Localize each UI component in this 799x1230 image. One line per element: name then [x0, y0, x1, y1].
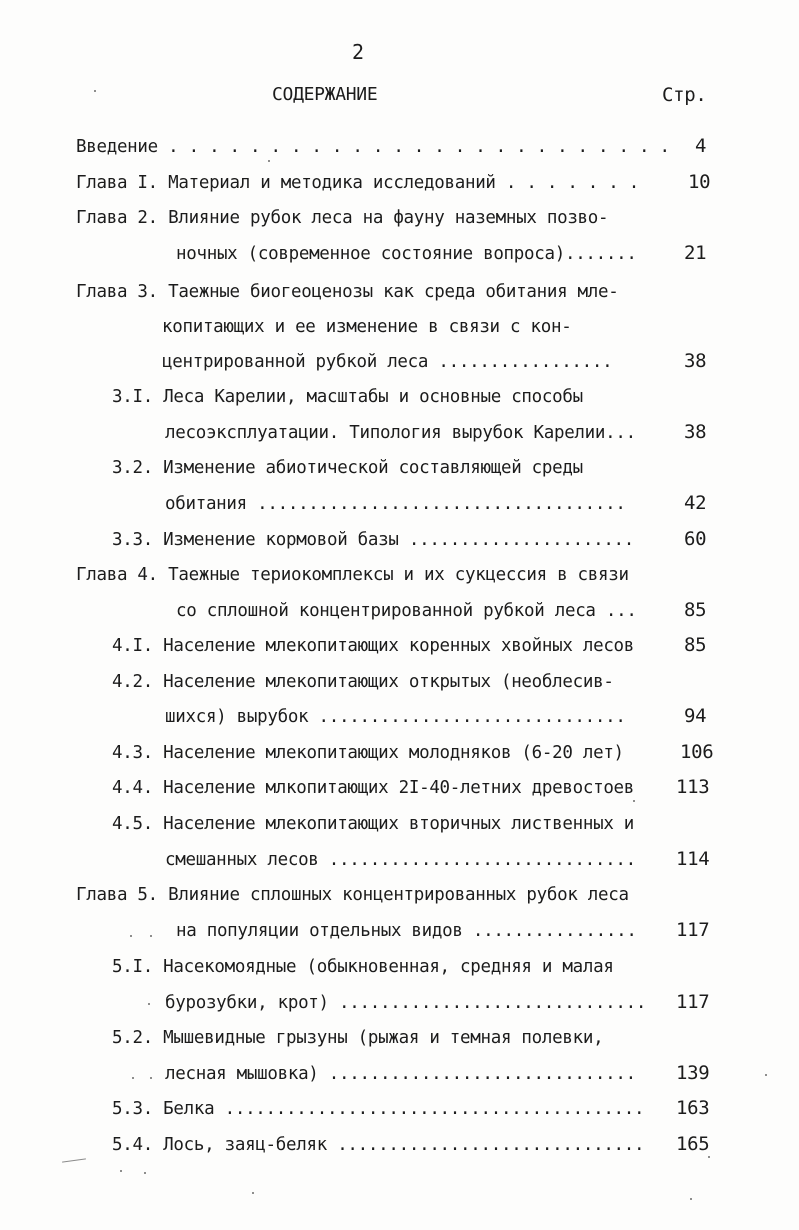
toc-line: 3.I. Леса Карелии, масштабы и основные способы	[112, 387, 583, 407]
scan-speck	[120, 1170, 122, 1172]
toc-page-number: 117	[676, 919, 710, 941]
toc-line: Глава 3. Таежные биогеоценозы как среда обитания мле-	[76, 282, 619, 302]
scan-speck	[94, 90, 96, 92]
toc-line: бурозубки, крот) ..............................	[165, 993, 647, 1013]
scan-speck	[252, 1192, 254, 1194]
toc-line: со сплошной концентрированной рубкой леса ...	[176, 601, 637, 621]
toc-page-number: 10	[688, 171, 711, 193]
toc-line: смешанных лесов ..............................	[165, 850, 636, 870]
toc-line: 5.3. Белка .........................................	[112, 1099, 645, 1119]
toc-line: центрированной рубкой леса .................	[162, 352, 613, 372]
toc-line: 4.3. Население млекопитающих молодняков (6-20 лет)	[112, 743, 624, 763]
scan-speck	[708, 1156, 710, 1158]
scan-mark	[62, 1158, 86, 1162]
toc-page-number: 38	[684, 350, 707, 372]
toc-page-number: 4	[695, 135, 707, 157]
toc-page-number: 42	[684, 492, 707, 514]
scan-speck	[690, 1198, 692, 1200]
scan-speck	[150, 935, 152, 937]
scan-speck	[130, 935, 132, 937]
toc-line: Введение . . . . . . . . . . . . . . . . . . . . . . . . .	[76, 137, 670, 157]
scan-speck	[148, 1003, 150, 1005]
toc-page-number: 21	[684, 242, 707, 264]
toc-page-number: 117	[676, 991, 710, 1013]
toc-line: Глава 4. Таежные териокомплексы и их сукцессия в связи	[76, 565, 629, 585]
page-number: 2	[352, 40, 364, 64]
contents-heading: СОДЕРЖАНИЕ	[272, 84, 378, 105]
toc-page-number: 113	[676, 776, 710, 798]
page-column-heading: Стр.	[662, 84, 707, 106]
toc-line: Глава I. Материал и методика исследований . . . . . . .	[76, 173, 639, 193]
toc-line: 4.5. Население млекопитающих вторичных лиственных и	[112, 814, 635, 834]
toc-line: 3.3. Изменение кормовой базы ......................	[112, 530, 635, 550]
scan-speck	[144, 1172, 146, 1174]
toc-page-number: 60	[684, 528, 707, 550]
toc-line: 5.2. Мышевидные грызуны (рыжая и темная полевки,	[112, 1028, 604, 1048]
scan-speck	[132, 1077, 134, 1079]
scan-speck	[765, 1074, 767, 1076]
toc-line: на популяции отдельных видов ................	[176, 921, 637, 941]
toc-line: 5.I. Насекомоядные (обыкновенная, средняя и малая	[112, 957, 614, 977]
toc-page-number: 163	[676, 1097, 710, 1119]
scan-speck	[633, 800, 635, 802]
toc-line: обитания ....................................	[165, 494, 626, 514]
toc-line: лесоэксплуатации. Типология вырубок Карелии...	[165, 423, 636, 443]
toc-line: Глава 2. Влияние рубок леса на фауну наземных позво-	[76, 208, 609, 228]
toc-line: 4.4. Население млкопитающих 2I-40-летних древостоев	[112, 778, 635, 798]
toc-page-number: 106	[680, 741, 714, 763]
toc-page-number: 85	[684, 599, 707, 621]
toc-page-number: 94	[684, 705, 707, 727]
toc-page-number: 139	[676, 1062, 710, 1084]
toc-line: 4.2. Население млекопитающих открытых (необлесив-	[112, 672, 614, 692]
toc-page-number: 114	[676, 848, 710, 870]
toc-page-number: 165	[676, 1133, 710, 1155]
scan-speck	[268, 160, 270, 162]
toc-line: лесная мышовка) ..............................	[165, 1064, 636, 1084]
toc-page-number: 85	[684, 634, 707, 656]
toc-line: 3.2. Изменение абиотической составляющей среды	[112, 458, 583, 478]
toc-line: копитающих и ее изменение в связи с кон-	[162, 317, 572, 337]
toc-line: 5.4. Лось, заяц-беляк ..............................	[112, 1135, 645, 1155]
scan-speck	[150, 1077, 152, 1079]
toc-page-number: 38	[684, 421, 707, 443]
toc-line: ночных (современное состояние вопроса).......	[176, 244, 637, 264]
toc-line: Глава 5. Влияние сплошных концентрированных рубок леса	[76, 885, 629, 905]
toc-line: 4.I. Население млекопитающих коренных хвойных лесов	[112, 636, 635, 656]
toc-line: шихся) вырубок ..............................	[165, 707, 626, 727]
